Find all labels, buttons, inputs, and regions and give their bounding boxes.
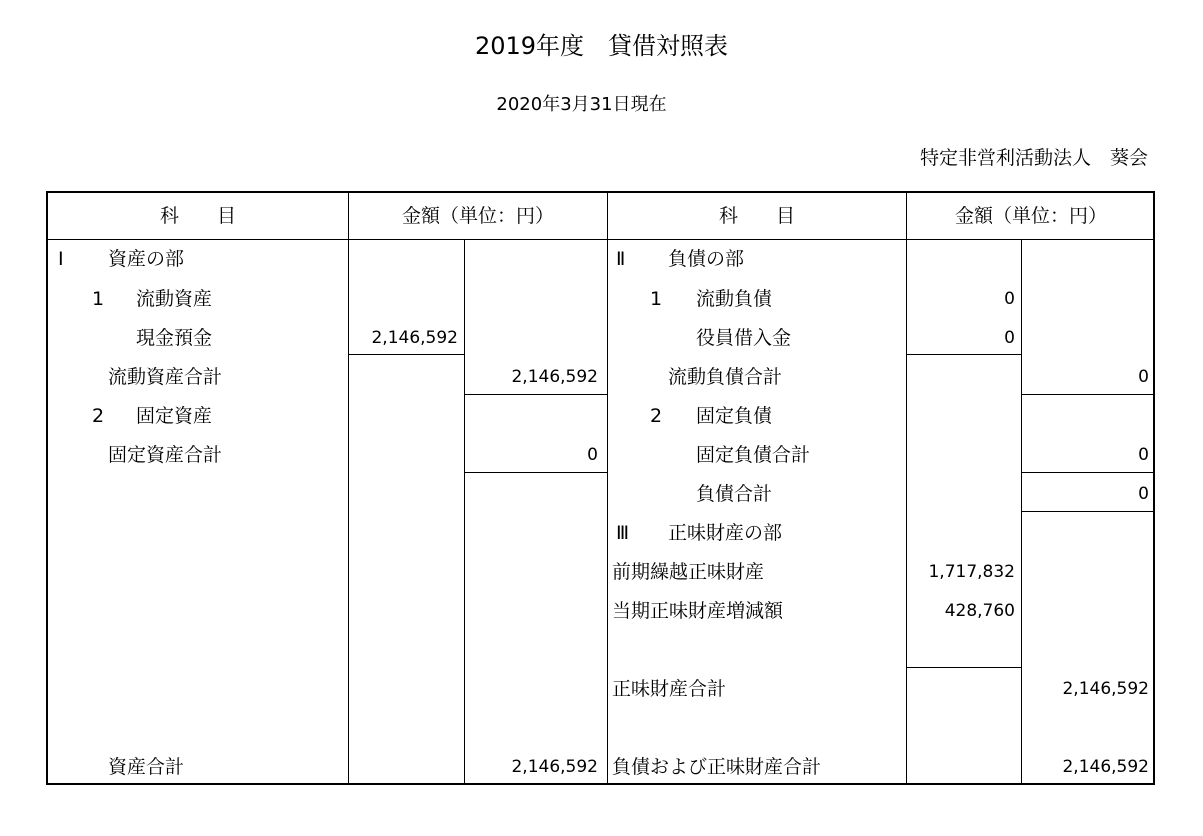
subtotal-line: [1021, 394, 1155, 395]
fixed-liabilities-total-label: 固定負債合計: [696, 444, 811, 466]
column-divider: [607, 193, 608, 785]
officer-loan-value: 0: [1004, 328, 1015, 348]
grand-total-label: 負債および正味財産合計: [612, 756, 822, 778]
net-assets-total-label: 正味財産合計: [612, 678, 727, 700]
assets-total-label: 資産合計: [108, 756, 185, 778]
subtotal-line: [348, 354, 464, 355]
header-divider: [48, 239, 1155, 240]
header-left-amount: 金額（単位：円）: [401, 205, 554, 227]
net-assets-change-label: 当期正味財産増減額: [612, 600, 784, 622]
current-assets-total-label: 流動資産合計: [108, 366, 223, 388]
subtotal-line: [906, 354, 1021, 355]
liabilities-section-num: Ⅱ: [616, 248, 626, 270]
current-assets-label: 流動資産: [136, 288, 213, 310]
fixed-assets-label: 固定資産: [136, 405, 213, 427]
fixed-assets-total-label: 固定資産合計: [108, 444, 223, 466]
prior-net-assets-value: 1,717,832: [928, 562, 1015, 582]
liabilities-total-value: 0: [1138, 484, 1149, 504]
report-date: 2020年3月31日現在: [496, 94, 667, 115]
subtotal-line: [464, 472, 607, 473]
fixed-liabilities-num: 2: [650, 405, 663, 427]
subtotal-line: [464, 394, 607, 395]
current-liabilities-num: 1: [650, 288, 663, 310]
header-right-item: 科 目: [718, 205, 795, 227]
column-divider: [906, 193, 907, 785]
fixed-liabilities-label: 固定負債: [696, 405, 773, 427]
amount-subdivider: [1021, 239, 1022, 785]
page-title: 2019年度 貸借対照表: [474, 32, 729, 60]
net-assets-section-label: 正味財産の部: [668, 522, 783, 544]
fixed-liabilities-total-value: 0: [1138, 445, 1149, 465]
subtotal-line: [906, 667, 1021, 668]
cash-value: 2,146,592: [371, 328, 458, 348]
liabilities-section-label: 負債の部: [668, 248, 745, 270]
current-liabilities-value: 0: [1004, 289, 1015, 309]
net-assets-change-value: 428,760: [944, 601, 1015, 621]
assets-section-label: 資産の部: [108, 248, 185, 270]
header-left-item: 科 目: [159, 205, 236, 227]
fixed-assets-num: 2: [92, 405, 105, 427]
prior-net-assets-label: 前期繰越正味財産: [612, 561, 765, 583]
assets-total-value: 2,146,592: [511, 757, 598, 777]
cash-label: 現金預金: [136, 327, 213, 349]
current-liabilities-label: 流動負債: [696, 288, 773, 310]
officer-loan-label: 役員借入金: [696, 327, 792, 349]
net-assets-section-num: Ⅲ: [616, 522, 630, 544]
current-assets-total-value: 2,146,592: [511, 367, 598, 387]
current-assets-num: 1: [92, 288, 105, 310]
liabilities-total-label: 負債合計: [696, 483, 773, 505]
fixed-assets-total-value: 0: [587, 445, 598, 465]
current-liabilities-total-label: 流動負債合計: [668, 366, 783, 388]
subtotal-line: [1021, 511, 1155, 512]
subtotal-line: [1021, 472, 1155, 473]
grand-total-value: 2,146,592: [1062, 757, 1149, 777]
balance-sheet-table: [46, 191, 1155, 785]
assets-section-num: Ⅰ: [58, 248, 64, 270]
amount-subdivider: [464, 239, 465, 785]
net-assets-total-value: 2,146,592: [1062, 679, 1149, 699]
header-right-amount: 金額（単位：円）: [954, 205, 1107, 227]
current-liabilities-total-value: 0: [1138, 367, 1149, 387]
column-divider: [348, 193, 349, 785]
organization-name: 特定非営利活動法人 葵会: [919, 147, 1148, 169]
